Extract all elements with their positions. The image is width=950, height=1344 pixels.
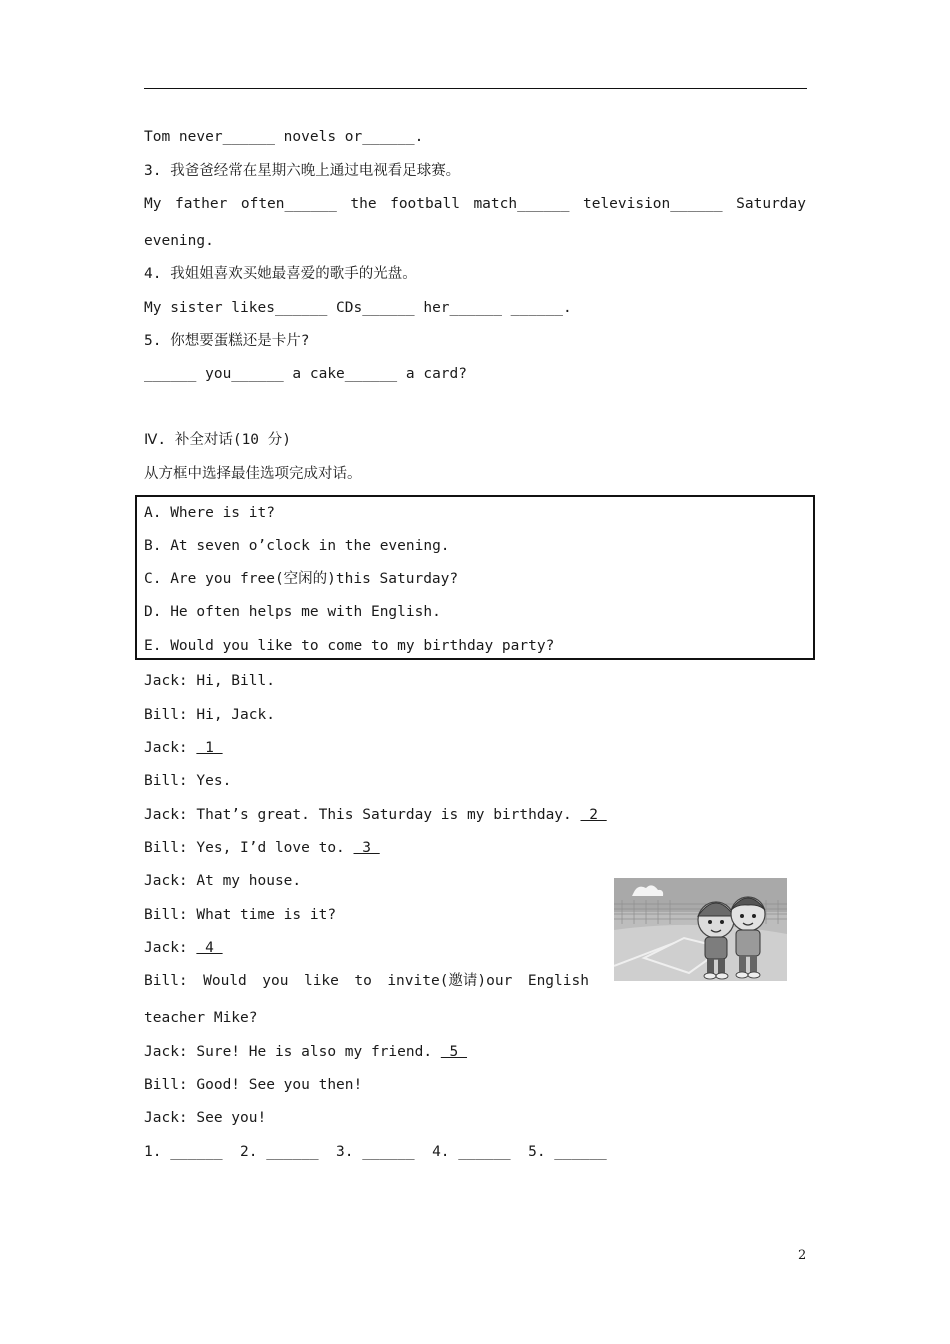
speaker-text: Jack: That’s great. This Saturday is my birthday.: [144, 807, 581, 823]
header-rule: [144, 88, 807, 89]
page-number: 2: [798, 1248, 807, 1263]
speaker-text: Jack:: [144, 740, 197, 756]
word: often______: [240, 196, 337, 212]
line-tom: Tom never______ novels or______.: [144, 129, 424, 145]
question-5-english: ______ you______ a cake______ a card?: [144, 366, 468, 382]
word: invite(邀请)our: [387, 973, 513, 989]
dialogue-line-1: Jack: Hi, Bill.: [144, 673, 275, 689]
word: to: [354, 973, 372, 989]
option-d: D. He often helps me with English.: [144, 604, 441, 620]
question-3-english: [144, 194, 806, 214]
dialogue-line-8: Bill: What time is it?: [144, 907, 337, 923]
dialogue-line-5: [144, 805, 607, 825]
dialogue-line-7: Jack: At my house.: [144, 873, 302, 889]
question-3-english-cont: evening.: [144, 233, 214, 249]
options-box: [135, 495, 815, 660]
dialogue-line-4: Bill: Yes.: [144, 773, 232, 789]
word: the: [350, 196, 377, 212]
dialogue-line-6: [144, 838, 380, 858]
blank-1: 1: [196, 740, 223, 756]
blank-2: 2: [580, 807, 607, 823]
answer-blanks: 1. ______ 2. ______ 3. ______ 4. ______ 5. ______: [144, 1144, 607, 1160]
speaker-text: Jack: Sure! He is also my friend.: [144, 1044, 441, 1060]
dialogue-line-10: [144, 971, 589, 991]
question-5-chinese: 5. 你想要蛋糕还是卡片?: [144, 333, 310, 349]
question-4-chinese: 4. 我姐姐喜欢买她最喜爱的歌手的光盘。: [144, 266, 417, 282]
dialogue-line-12: Bill: Good! See you then!: [144, 1077, 363, 1093]
speaker-text: Bill: Yes, I’d love to.: [144, 840, 354, 856]
word: you: [262, 973, 289, 989]
dialogue-line-13: Jack: See you!: [144, 1110, 267, 1126]
word: like: [303, 973, 339, 989]
question-3-chinese: 3. 我爸爸经常在星期六晚上通过电视看足球赛。: [144, 163, 461, 179]
blank-4: 4: [196, 940, 223, 956]
section-4-instruction: 从方框中选择最佳选项完成对话。: [144, 466, 362, 482]
word: match______: [473, 196, 570, 212]
word: Bill:: [144, 973, 188, 989]
word: television______: [582, 196, 723, 212]
dialogue-line-2: Bill: Hi, Jack.: [144, 707, 275, 723]
word: father: [174, 196, 228, 212]
blank-3: 3: [353, 840, 380, 856]
dialogue-line-11: [144, 1042, 467, 1062]
speaker-text: Jack:: [144, 940, 197, 956]
section-4-heading: Ⅳ. 补全对话(10 分): [144, 432, 291, 448]
two-boys-illustration: [614, 878, 787, 981]
option-c: C. Are you free(空闲的)this Saturday?: [144, 571, 459, 587]
dialogue-line-9: [144, 938, 223, 958]
word: My: [144, 196, 162, 212]
dialogue-line-10-cont: teacher Mike?: [144, 1010, 258, 1026]
word: Saturday: [736, 196, 806, 212]
question-4-english: My sister likes______ CDs______ her______ ______.: [144, 300, 572, 316]
option-e: E. Would you like to come to my birthday party?: [144, 638, 555, 654]
word: Would: [203, 973, 247, 989]
word: English: [527, 973, 589, 989]
option-a: A. Where is it?: [144, 505, 275, 521]
blank-5: 5: [440, 1044, 468, 1060]
dialogue-line-3: [144, 738, 223, 758]
word: football: [390, 196, 460, 212]
option-b: B. At seven o’clock in the evening.: [144, 538, 450, 554]
